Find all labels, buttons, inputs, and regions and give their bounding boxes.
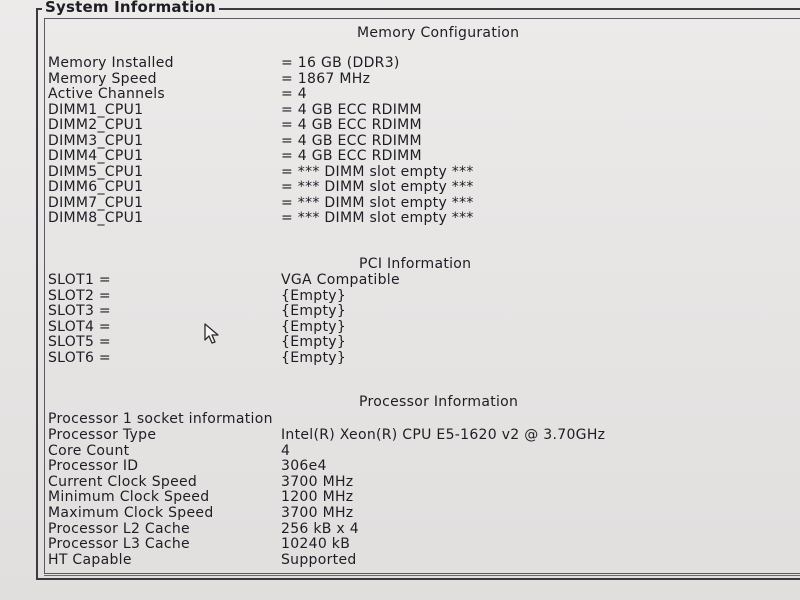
pci-slot-label: SLOT6 = <box>48 349 111 366</box>
processor-row-label: Minimum Clock Speed <box>48 489 210 506</box>
processor-row-value: Supported <box>281 551 357 568</box>
memory-row-label: DIMM8_CPU1 <box>48 210 144 226</box>
memory-row-label: Memory Speed <box>48 70 157 87</box>
processor-row-value: 4 <box>281 442 291 459</box>
processor-row-value: 1200 MHz <box>281 489 354 506</box>
processor-row-label: Processor Type <box>48 427 157 443</box>
pci-slot-label: SLOT4 = <box>48 318 111 335</box>
panel-bottom-border <box>44 575 800 576</box>
memory-row-label: DIMM5_CPU1 <box>48 163 144 180</box>
processor-row-value: 3700 MHz <box>281 505 354 521</box>
memory-row-value: = 1867 MHz <box>281 70 371 87</box>
pci-slot-value: {Empty} <box>281 318 347 335</box>
processor-row-label: Core Count <box>48 442 130 459</box>
memory-row-label: DIMM7_CPU1 <box>48 194 144 211</box>
processor-row-label: Processor ID <box>48 458 139 475</box>
pci-slot-label: SLOT5 = <box>48 334 111 350</box>
memory-row-label: DIMM1_CPU1 <box>48 101 144 118</box>
pci-information-heading: PCI Information <box>359 256 472 272</box>
memory-row-value: = *** DIMM slot empty *** <box>281 179 474 195</box>
memory-row-value: = 4 <box>281 86 307 102</box>
mouse-pointer-icon <box>204 323 222 345</box>
panel-title: System Information <box>42 0 219 16</box>
memory-row-label: DIMM2_CPU1 <box>48 117 144 133</box>
pci-slot-label: SLOT3 = <box>48 303 111 319</box>
memory-configuration-heading: Memory Configuration <box>357 25 520 41</box>
processor-information-heading: Processor Information <box>359 394 519 410</box>
pci-slot-label: SLOT1 = <box>48 272 111 288</box>
memory-row-label: DIMM3_CPU1 <box>48 132 144 149</box>
processor-row-value: 10240 kB <box>281 536 351 553</box>
processor-row-label: Current Clock Speed <box>48 473 198 490</box>
memory-row-value: = 16 GB (DDR3) <box>281 55 400 71</box>
processor-row-label: Processor L2 Cache <box>48 520 190 537</box>
processor-socket-label: Processor 1 socket information <box>48 411 273 427</box>
memory-row-value: = 4 GB ECC RDIMM <box>281 117 422 133</box>
processor-row-label: Maximum Clock Speed <box>48 505 214 521</box>
pci-slot-label: SLOT2 = <box>48 287 111 304</box>
processor-row-value: Intel(R) Xeon(R) CPU E5-1620 v2 @ 3.70GHz <box>281 427 606 443</box>
memory-row-label: Memory Installed <box>48 55 174 71</box>
pci-slot-value: VGA Compatible <box>281 272 400 288</box>
memory-row-label: DIMM4_CPU1 <box>48 148 144 164</box>
pci-slot-value: {Empty} <box>281 303 347 319</box>
memory-row-label: DIMM6_CPU1 <box>48 179 144 195</box>
pci-slot-value: {Empty} <box>281 287 347 304</box>
processor-row-value: 256 kB x 4 <box>281 520 359 537</box>
memory-row-value: = 4 GB ECC RDIMM <box>281 101 422 118</box>
memory-row-value: = 4 GB ECC RDIMM <box>281 132 422 149</box>
memory-row-value: = 4 GB ECC RDIMM <box>281 148 422 164</box>
pci-slot-value: {Empty} <box>281 349 347 366</box>
memory-row-value: = *** DIMM slot empty *** <box>281 194 474 211</box>
memory-row-label: Active Channels <box>48 86 166 102</box>
processor-row-value: 3700 MHz <box>281 473 354 490</box>
processor-row-value: 306e4 <box>281 458 327 475</box>
pci-slot-value: {Empty} <box>281 334 347 350</box>
processor-row-label: HT Capable <box>48 551 132 568</box>
memory-row-value: = *** DIMM slot empty *** <box>281 210 474 226</box>
processor-row-label: Processor L3 Cache <box>48 536 190 553</box>
memory-row-value: = *** DIMM slot empty *** <box>281 163 474 180</box>
